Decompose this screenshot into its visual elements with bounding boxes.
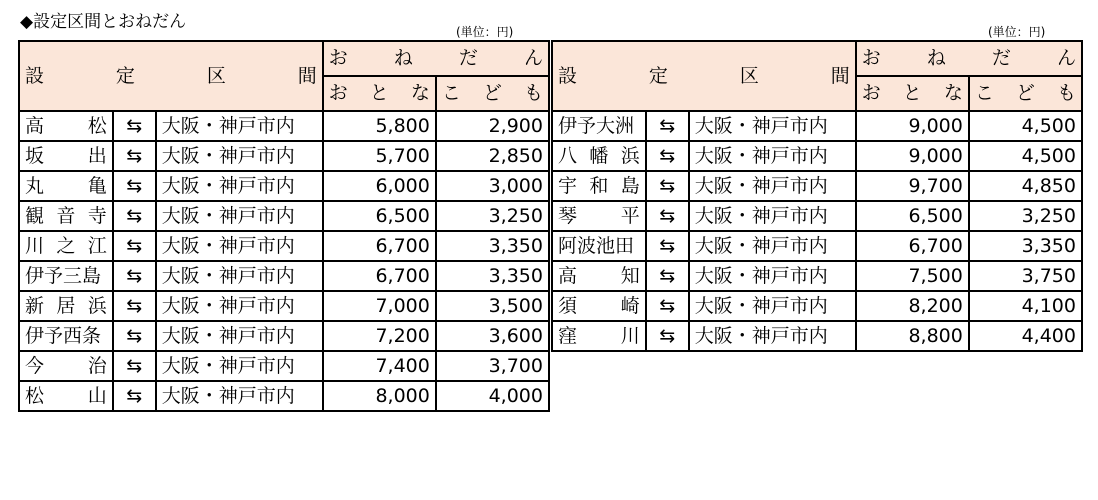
destination-cell: 大阪・神戸市内 bbox=[156, 291, 323, 321]
station-cell-char: 平 bbox=[620, 205, 640, 227]
fare-header-char: ね bbox=[393, 47, 413, 69]
station-cell-char: 琴 bbox=[558, 205, 578, 227]
station-cell-char: 之 bbox=[56, 235, 76, 257]
station-cell-char: 阿波池田 bbox=[558, 235, 635, 257]
adult-fare-cell: 7,000 bbox=[323, 291, 436, 321]
station-cell bbox=[19, 111, 113, 141]
station-cell bbox=[552, 261, 646, 291]
station-cell bbox=[19, 171, 113, 201]
destination-cell: 大阪・神戸市内 bbox=[156, 231, 323, 261]
station-cell bbox=[19, 291, 113, 321]
table-row bbox=[552, 321, 1082, 351]
adult-header-char: お bbox=[861, 82, 881, 104]
station-cell-char: 須 bbox=[558, 295, 578, 317]
station-cell-char: 川 bbox=[25, 235, 45, 257]
station-cell-char: 丸 bbox=[25, 175, 45, 197]
section-header-char: 定 bbox=[115, 64, 135, 87]
child-fare-cell: 3,350 bbox=[436, 231, 549, 261]
station-cell-char: 八 bbox=[558, 145, 578, 167]
adult-fare-cell: 8,800 bbox=[856, 321, 969, 351]
station-cell-char: 出 bbox=[87, 145, 107, 167]
station-cell bbox=[19, 321, 113, 351]
station-cell bbox=[552, 141, 646, 171]
adult-fare-cell: 9,000 bbox=[856, 141, 969, 171]
child-fare-cell: 3,350 bbox=[969, 231, 1082, 261]
round-trip-icon: ⇆ bbox=[113, 141, 156, 171]
round-trip-icon: ⇆ bbox=[646, 141, 689, 171]
adult-fare-cell: 7,200 bbox=[323, 321, 436, 351]
child-fare-cell: 4,100 bbox=[969, 291, 1082, 321]
child-header-char: も bbox=[523, 82, 543, 104]
station-cell-char: 川 bbox=[620, 325, 640, 347]
unit-label-right: (単位：円) bbox=[988, 25, 1046, 39]
station-cell-char: 亀 bbox=[87, 175, 107, 197]
child-header-char: ど bbox=[1015, 82, 1035, 104]
round-trip-icon: ⇆ bbox=[646, 291, 689, 321]
table-row bbox=[19, 141, 549, 171]
child-fare-cell: 4,850 bbox=[969, 171, 1082, 201]
destination-cell: 大阪・神戸市内 bbox=[156, 201, 323, 231]
round-trip-icon: ⇆ bbox=[113, 321, 156, 351]
adult-header-char: と bbox=[902, 82, 922, 104]
fare-table-left bbox=[18, 40, 550, 412]
adult-fare-cell: 6,700 bbox=[323, 231, 436, 261]
table-row bbox=[19, 201, 549, 231]
destination-cell: 大阪・神戸市内 bbox=[689, 141, 856, 171]
header-row bbox=[552, 41, 1082, 76]
station-cell-char: 和 bbox=[589, 175, 609, 197]
round-trip-icon: ⇆ bbox=[646, 171, 689, 201]
table-row bbox=[552, 111, 1082, 141]
station-cell-char: 観 bbox=[25, 205, 45, 227]
table-row bbox=[19, 111, 549, 141]
table-row bbox=[552, 141, 1082, 171]
destination-cell: 大阪・神戸市内 bbox=[156, 171, 323, 201]
child-fare-cell: 4,500 bbox=[969, 141, 1082, 171]
section-header bbox=[19, 41, 323, 111]
station-cell-char: 浜 bbox=[620, 145, 640, 167]
fare-header-char: お bbox=[328, 47, 348, 69]
table-row bbox=[19, 261, 549, 291]
round-trip-icon: ⇆ bbox=[113, 381, 156, 411]
table-row bbox=[19, 171, 549, 201]
fare-header-char: ん bbox=[523, 47, 543, 69]
destination-cell: 大阪・神戸市内 bbox=[689, 111, 856, 141]
adult-fare-cell: 8,200 bbox=[856, 291, 969, 321]
adult-fare-cell: 5,800 bbox=[323, 111, 436, 141]
adult-header bbox=[856, 76, 969, 111]
table-row bbox=[19, 291, 549, 321]
table-row bbox=[19, 231, 549, 261]
child-header-char: も bbox=[1056, 82, 1076, 104]
station-cell bbox=[552, 321, 646, 351]
header-row bbox=[19, 41, 549, 76]
destination-cell: 大阪・神戸市内 bbox=[689, 321, 856, 351]
station-cell-char: 幡 bbox=[589, 145, 609, 167]
adult-header-char: と bbox=[369, 82, 389, 104]
station-cell bbox=[552, 111, 646, 141]
round-trip-icon: ⇆ bbox=[646, 231, 689, 261]
fare-header bbox=[323, 41, 549, 76]
table-row bbox=[552, 231, 1082, 261]
station-cell-char: 高 bbox=[558, 265, 578, 287]
destination-cell: 大阪・神戸市内 bbox=[156, 351, 323, 381]
station-cell bbox=[19, 141, 113, 171]
child-fare-cell: 4,400 bbox=[969, 321, 1082, 351]
fare-header-char: お bbox=[861, 47, 881, 69]
station-cell-char: 島 bbox=[620, 175, 640, 197]
section-header-char: 定 bbox=[648, 64, 668, 87]
fare-table-right bbox=[551, 40, 1083, 352]
child-header-char: ど bbox=[482, 82, 502, 104]
adult-fare-cell: 6,700 bbox=[323, 261, 436, 291]
adult-fare-cell: 6,000 bbox=[323, 171, 436, 201]
round-trip-icon: ⇆ bbox=[646, 261, 689, 291]
destination-cell: 大阪・神戸市内 bbox=[689, 261, 856, 291]
station-cell bbox=[19, 231, 113, 261]
station-cell-char: 治 bbox=[87, 355, 107, 377]
destination-cell: 大阪・神戸市内 bbox=[156, 141, 323, 171]
destination-cell: 大阪・神戸市内 bbox=[689, 201, 856, 231]
station-cell-char: 坂 bbox=[25, 145, 45, 167]
table-row bbox=[552, 201, 1082, 231]
station-cell-char: 江 bbox=[87, 235, 107, 257]
child-fare-cell: 3,250 bbox=[969, 201, 1082, 231]
destination-cell: 大阪・神戸市内 bbox=[689, 171, 856, 201]
fare-header-char: だ bbox=[991, 47, 1011, 69]
destination-cell: 大阪・神戸市内 bbox=[156, 261, 323, 291]
round-trip-icon: ⇆ bbox=[113, 171, 156, 201]
station-cell-char: 新 bbox=[25, 295, 45, 317]
adult-fare-cell: 9,000 bbox=[856, 111, 969, 141]
round-trip-icon: ⇆ bbox=[646, 321, 689, 351]
adult-fare-cell: 8,000 bbox=[323, 381, 436, 411]
station-cell-char: 浜 bbox=[87, 295, 107, 317]
station-cell-char: 山 bbox=[87, 385, 107, 407]
child-fare-cell: 3,250 bbox=[436, 201, 549, 231]
station-cell-char: 音 bbox=[56, 205, 76, 227]
round-trip-icon: ⇆ bbox=[113, 201, 156, 231]
adult-fare-cell: 7,400 bbox=[323, 351, 436, 381]
station-cell bbox=[552, 201, 646, 231]
destination-cell: 大阪・神戸市内 bbox=[689, 291, 856, 321]
child-fare-cell: 3,600 bbox=[436, 321, 549, 351]
round-trip-icon: ⇆ bbox=[646, 111, 689, 141]
round-trip-icon: ⇆ bbox=[113, 291, 156, 321]
section-header-char: 区 bbox=[739, 64, 759, 87]
station-cell-char: 松 bbox=[25, 385, 45, 407]
section-header-char: 間 bbox=[297, 64, 317, 87]
section-header-char: 設 bbox=[558, 64, 578, 87]
round-trip-icon: ⇆ bbox=[646, 201, 689, 231]
child-fare-cell: 3,350 bbox=[436, 261, 549, 291]
station-cell bbox=[19, 351, 113, 381]
station-cell bbox=[552, 231, 646, 261]
table-row bbox=[552, 171, 1082, 201]
station-cell-char: 崎 bbox=[620, 295, 640, 317]
station-cell bbox=[552, 171, 646, 201]
station-cell-char: 伊予大洲 bbox=[558, 115, 635, 137]
child-fare-cell: 4,000 bbox=[436, 381, 549, 411]
adult-fare-cell: 6,500 bbox=[856, 201, 969, 231]
adult-header-char: な bbox=[410, 82, 430, 104]
station-cell-char: 今 bbox=[25, 355, 45, 377]
adult-fare-cell: 9,700 bbox=[856, 171, 969, 201]
round-trip-icon: ⇆ bbox=[113, 351, 156, 381]
station-cell-char: 窪 bbox=[558, 325, 578, 347]
station-cell-char: 寺 bbox=[87, 205, 107, 227]
station-cell bbox=[19, 381, 113, 411]
child-fare-cell: 2,850 bbox=[436, 141, 549, 171]
station-cell bbox=[19, 261, 113, 291]
page-title: ◆設定区間とおねだん bbox=[20, 12, 187, 32]
adult-header-char: お bbox=[328, 82, 348, 104]
station-cell-char: 宇 bbox=[558, 175, 578, 197]
station-cell bbox=[19, 201, 113, 231]
round-trip-icon: ⇆ bbox=[113, 231, 156, 261]
adult-header bbox=[323, 76, 436, 111]
child-fare-cell: 3,750 bbox=[969, 261, 1082, 291]
adult-header-char: な bbox=[943, 82, 963, 104]
child-header bbox=[436, 76, 549, 111]
table-row bbox=[19, 381, 549, 411]
child-fare-cell: 3,700 bbox=[436, 351, 549, 381]
destination-cell: 大阪・神戸市内 bbox=[156, 381, 323, 411]
station-cell-char: 松 bbox=[87, 115, 107, 137]
adult-fare-cell: 5,700 bbox=[323, 141, 436, 171]
table-row bbox=[19, 351, 549, 381]
station-cell-char: 伊予三島 bbox=[25, 265, 102, 287]
round-trip-icon: ⇆ bbox=[113, 111, 156, 141]
child-fare-cell: 3,500 bbox=[436, 291, 549, 321]
table-row bbox=[552, 291, 1082, 321]
section-header-char: 間 bbox=[830, 64, 850, 87]
table-row bbox=[19, 321, 549, 351]
destination-cell: 大阪・神戸市内 bbox=[689, 231, 856, 261]
child-fare-cell: 3,000 bbox=[436, 171, 549, 201]
station-cell-char: 高 bbox=[25, 115, 45, 137]
station-cell-char: 知 bbox=[620, 265, 640, 287]
destination-cell: 大阪・神戸市内 bbox=[156, 321, 323, 351]
child-fare-cell: 4,500 bbox=[969, 111, 1082, 141]
section-header-char: 区 bbox=[206, 64, 226, 87]
station-cell-char: 居 bbox=[56, 295, 76, 317]
adult-fare-cell: 6,500 bbox=[323, 201, 436, 231]
child-fare-cell: 2,900 bbox=[436, 111, 549, 141]
destination-cell: 大阪・神戸市内 bbox=[156, 111, 323, 141]
fare-header bbox=[856, 41, 1082, 76]
fare-header-char: だ bbox=[458, 47, 478, 69]
unit-label-left: (単位：円) bbox=[456, 25, 514, 39]
child-header-char: こ bbox=[441, 82, 461, 104]
section-header-char: 設 bbox=[25, 64, 45, 87]
adult-fare-cell: 6,700 bbox=[856, 231, 969, 261]
fare-header-char: ね bbox=[926, 47, 946, 69]
child-header bbox=[969, 76, 1082, 111]
round-trip-icon: ⇆ bbox=[113, 261, 156, 291]
adult-fare-cell: 7,500 bbox=[856, 261, 969, 291]
station-cell-char: 伊予西条 bbox=[25, 325, 102, 347]
station-cell bbox=[552, 291, 646, 321]
child-header-char: こ bbox=[974, 82, 994, 104]
section-header bbox=[552, 41, 856, 111]
fare-header-char: ん bbox=[1056, 47, 1076, 69]
table-row bbox=[552, 261, 1082, 291]
